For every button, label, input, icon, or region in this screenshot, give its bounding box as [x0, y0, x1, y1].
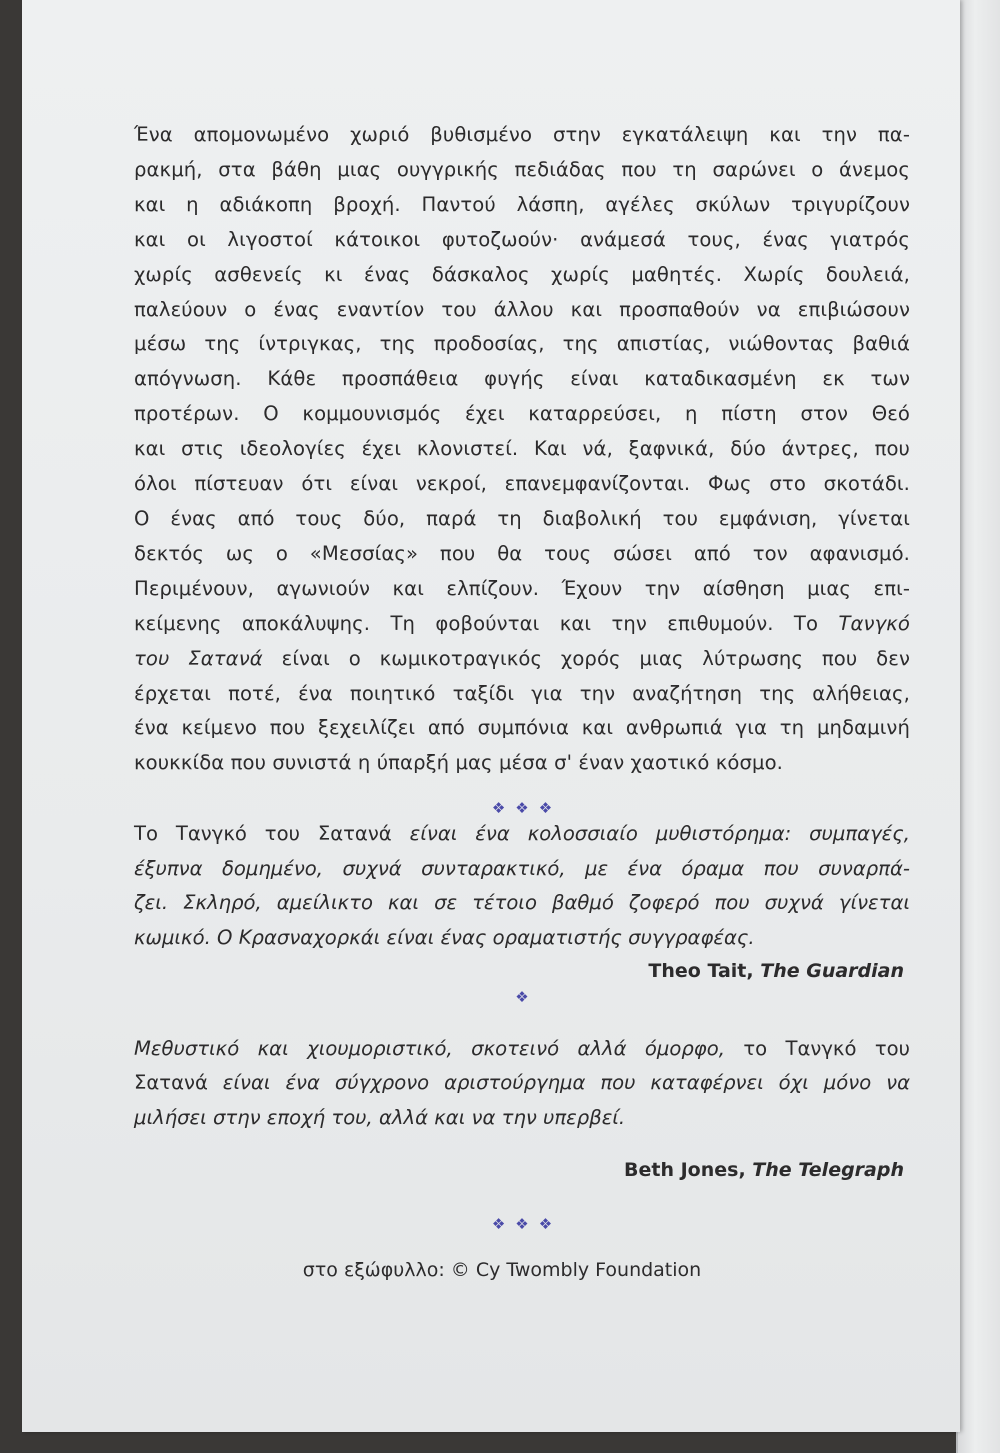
book-title-inline: Το Τανγκό του Σατανά	[134, 822, 392, 846]
synopsis-line: ένα κείμενο που ξεχειλίζει από συμπόνια και ανθρωπιά για τη μηδαμινή	[134, 716, 910, 740]
ornament-divider: ❖❖❖	[491, 1215, 563, 1234]
book-title-inline: του Σατανά	[134, 646, 263, 670]
synopsis-line: και οι λιγοστοί κάτοικοι φυτοζωούν· ανάμεσά τους, ένας γιατρός	[134, 227, 910, 251]
reviewer-name: Beth Jones,	[624, 1159, 753, 1182]
synopsis-line: μέσω της ίντριγκας, της προδοσίας, της απιστίας, νιώθοντας βαθιά	[134, 332, 910, 356]
quote-text: Μεθυστικό και χιουμοριστικό, σκοτεινό αλλά όμορφο,	[134, 1036, 744, 1060]
review-attribution-guardian	[134, 956, 910, 986]
quote-line: κωμικό. Ο Κρασναχορκάι είναι ένας οραματιστής συγγραφέας.	[134, 926, 755, 949]
quote-line: έξυπνα δομημένο, συχνά συνταρακτικό, με ένα όραμα που συναρπά-	[134, 856, 910, 880]
quote-line	[134, 1066, 910, 1101]
quote-text: είναι ένα σύγχρονο αριστούργημα που καταφέρνει όχι μόνο να	[207, 1071, 910, 1095]
synopsis-line	[134, 642, 910, 677]
synopsis-line: προτέρων. Ο κομμουνισμός έχει καταρρεύσει, η πίστη στον Θεό	[134, 402, 910, 426]
synopsis-line: όλοι πίστευαν ότι είναι νεκροί, επανεμφανίζονται. Φως στο σκοτάδι.	[134, 472, 910, 496]
ornament-single: ❖	[515, 987, 539, 1006]
synopsis-line: δεκτός ως ο «Μεσσίας» που θα τους σώσει από τον αφανισμό.	[134, 541, 910, 565]
quote-text: είναι ένα κολοσσιαίο μυθιστόρημα: συμπαγές,	[391, 822, 910, 846]
quote-line	[134, 1032, 910, 1067]
synopsis-line: χωρίς ασθενείς κι ένας δάσκαλος χωρίς μαθητές. Χωρίς δουλειά,	[134, 262, 910, 286]
synopsis-text: κείμενης αποκάλυψης. Τη φοβούνται και την επιθυμούν. Το	[134, 611, 839, 635]
synopsis-text: είναι ο κωμικοτραγικός χορός μιας λύτρωσης που δεν	[262, 646, 910, 670]
review-attribution-telegraph	[134, 1155, 910, 1185]
quote-line: μιλήσει στην εποχή του, αλλά και να την υπερβεί.	[134, 1105, 626, 1129]
synopsis-paragraph	[134, 118, 910, 781]
synopsis-line	[134, 607, 910, 642]
publication-name: The Telegraph	[752, 1159, 904, 1182]
publication-name: The Guardian	[760, 959, 904, 982]
synopsis-line: απόγνωση. Κάθε προσπάθεια φυγής είναι καταδικασμένη εκ των	[134, 367, 910, 391]
reviewer-name: Theo Tait,	[648, 959, 761, 982]
synopsis-line: και στις ιδεολογίες έχει κλονιστεί. Και νά, ξαφνικά, δύο άντρες, που	[134, 437, 910, 461]
synopsis-line: Περιμένουν, αγωνιούν και ελπίζουν. Έχουν την αίσθηση μιας επι-	[134, 576, 910, 600]
back-cover-page	[22, 0, 960, 1432]
synopsis-line: έρχεται ποτέ, ένα ποιητικό ταξίδι για την αναζήτηση της αλήθειας,	[134, 681, 910, 705]
book-title-inline: Τανγκό	[838, 611, 910, 635]
quote-line	[134, 817, 910, 852]
synopsis-line: κουκκίδα που συνιστά η ύπαρξή μας μέσα σ' έναν χαοτικό κόσμο.	[134, 751, 784, 775]
synopsis-line: και η αδιάκοπη βροχή. Παντού λάσπη, αγέλες σκύλων τριγυρίζουν	[134, 192, 910, 216]
synopsis-line: Ο ένας από τους δύο, παρά τη διαβολική του εμφάνιση, γίνεται	[134, 506, 910, 530]
book-title-inline: Σατανά	[134, 1071, 208, 1095]
book-spine-edge	[956, 0, 1000, 1453]
review-quote-guardian	[134, 817, 910, 955]
back-cover-content	[134, 118, 910, 1300]
synopsis-line: ρακμή, στα βάθη μιας ουγγρικής πεδιάδας που τη σαρώνει ο άνεμος	[134, 157, 910, 181]
synopsis-line: Ένα απομονωμένο χωριό βυθισμένο στην εγκατάλειψη και την πα-	[134, 123, 910, 146]
cover-credit: στο εξώφυλλο: © Cy Twombly Foundation	[302, 1259, 702, 1282]
synopsis-line: παλεύουν ο ένας εναντίον του άλλου και προσπαθούν να επιβιώσουν	[134, 297, 910, 321]
quote-line: ζει. Σκληρό, αμείλικτο και σε τέτοιο βαθμό ζοφερό που συχνά γίνεται	[134, 891, 910, 915]
book-title-inline: το Τανγκό του	[743, 1036, 910, 1060]
ornament-divider: ❖❖❖	[491, 799, 563, 818]
review-quote-telegraph	[134, 1032, 910, 1136]
